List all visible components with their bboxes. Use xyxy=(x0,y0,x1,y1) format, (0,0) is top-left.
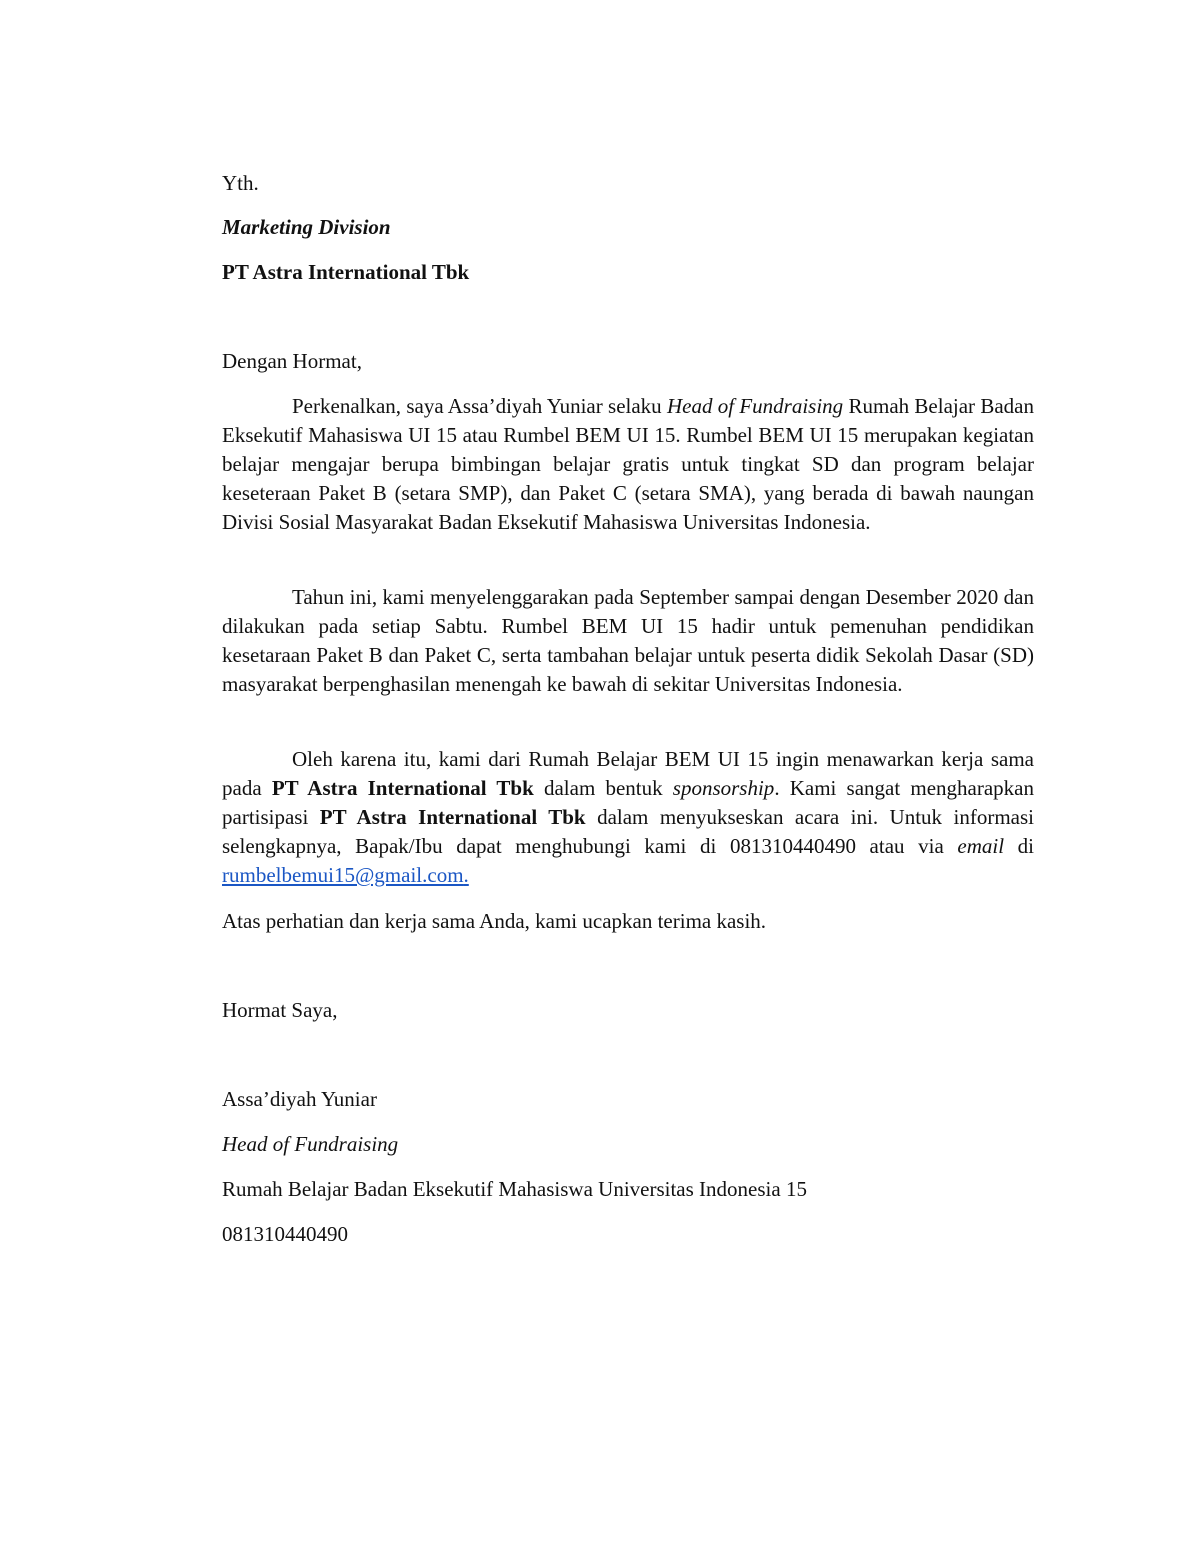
p3-email-word: email xyxy=(957,834,1005,858)
paragraph-offer xyxy=(222,745,1034,890)
closing-sentence: Atas perhatian dan kerja sama Anda, kami ucapkan terima kasih. xyxy=(222,909,767,933)
p3-text-b: dalam bentuk xyxy=(533,776,673,800)
recipient-division xyxy=(222,213,391,242)
p1-role: Head of Fundraising xyxy=(666,394,844,418)
salutation-prefix: Yth. xyxy=(222,171,259,195)
p3-text-c: . Kami sangat mengharapkan partisipasi xyxy=(222,776,1034,829)
signoff: Hormat Saya, xyxy=(222,998,338,1022)
p3-text-f: . xyxy=(463,863,469,887)
signature-organization: Rumah Belajar Badan Eksekutif Mahasiswa Universitas Indonesia 15 xyxy=(222,1177,807,1201)
greeting: Dengan Hormat, xyxy=(222,349,362,373)
recipient-division-text: Marketing Division xyxy=(222,215,391,239)
p3-sponsorship: sponsorship xyxy=(672,776,775,800)
recipient-company-text: PT Astra International Tbk xyxy=(222,260,470,284)
paragraph-introduction xyxy=(222,392,1034,537)
signature-title-text: Head of Fundraising xyxy=(222,1132,399,1156)
p1-text-b: Rumah Belajar Badan Eksekutif Mahasiswa UI 15 atau Rumbel BEM UI 15. Rumbel BEM UI 15 merupakan kegiatan belajar mengajar berupa bimbingan belajar gratis untuk tingkat SD dan program belajar keseteraan Paket B (setara SMP), dan Paket C (setara SMA), yang berada di bawah naungan Divisi Sosial Masyarakat Badan Eksekutif Mahasiswa Universitas Indonesia. xyxy=(222,394,1034,534)
p3-text-d: dalam menyukseskan acara ini. Untuk informasi selengkapnya, Bapak/Ibu dapat menghubungi kami di 081310440490 atau via xyxy=(222,805,1034,858)
paragraph-schedule: Tahun ini, kami menyelenggarakan pada September sampai dengan Desember 2020 dan dilakukan pada setiap Sabtu. Rumbel BEM UI 15 hadir untuk pemenuhan pendidikan kesetaraan Paket B dan Paket C, serta tambahan belajar untuk peserta didik Sekolah Dasar (SD) masyarakat berpenghasilan menengah ke bawah di sekitar Universitas Indonesia. xyxy=(222,585,1034,696)
p3-text-a: Oleh karena itu, kami dari Rumah Belajar BEM UI 15 ingin menawarkan kerja sama pada xyxy=(222,747,1034,800)
signature-name: Assa’diyah Yuniar xyxy=(222,1087,377,1111)
p3-company-2: PT Astra International Tbk xyxy=(319,805,586,829)
recipient-company xyxy=(222,258,469,287)
email-link[interactable]: rumbelbemui15@gmail.com xyxy=(222,863,464,887)
signature-title xyxy=(222,1130,398,1159)
p1-text-a: Perkenalkan, saya Assa’diyah Yuniar selaku xyxy=(292,394,667,418)
p3-company-1: PT Astra International Tbk xyxy=(271,776,534,800)
signature-phone: 081310440490 xyxy=(222,1222,348,1246)
p3-text-e: di xyxy=(1004,834,1035,858)
